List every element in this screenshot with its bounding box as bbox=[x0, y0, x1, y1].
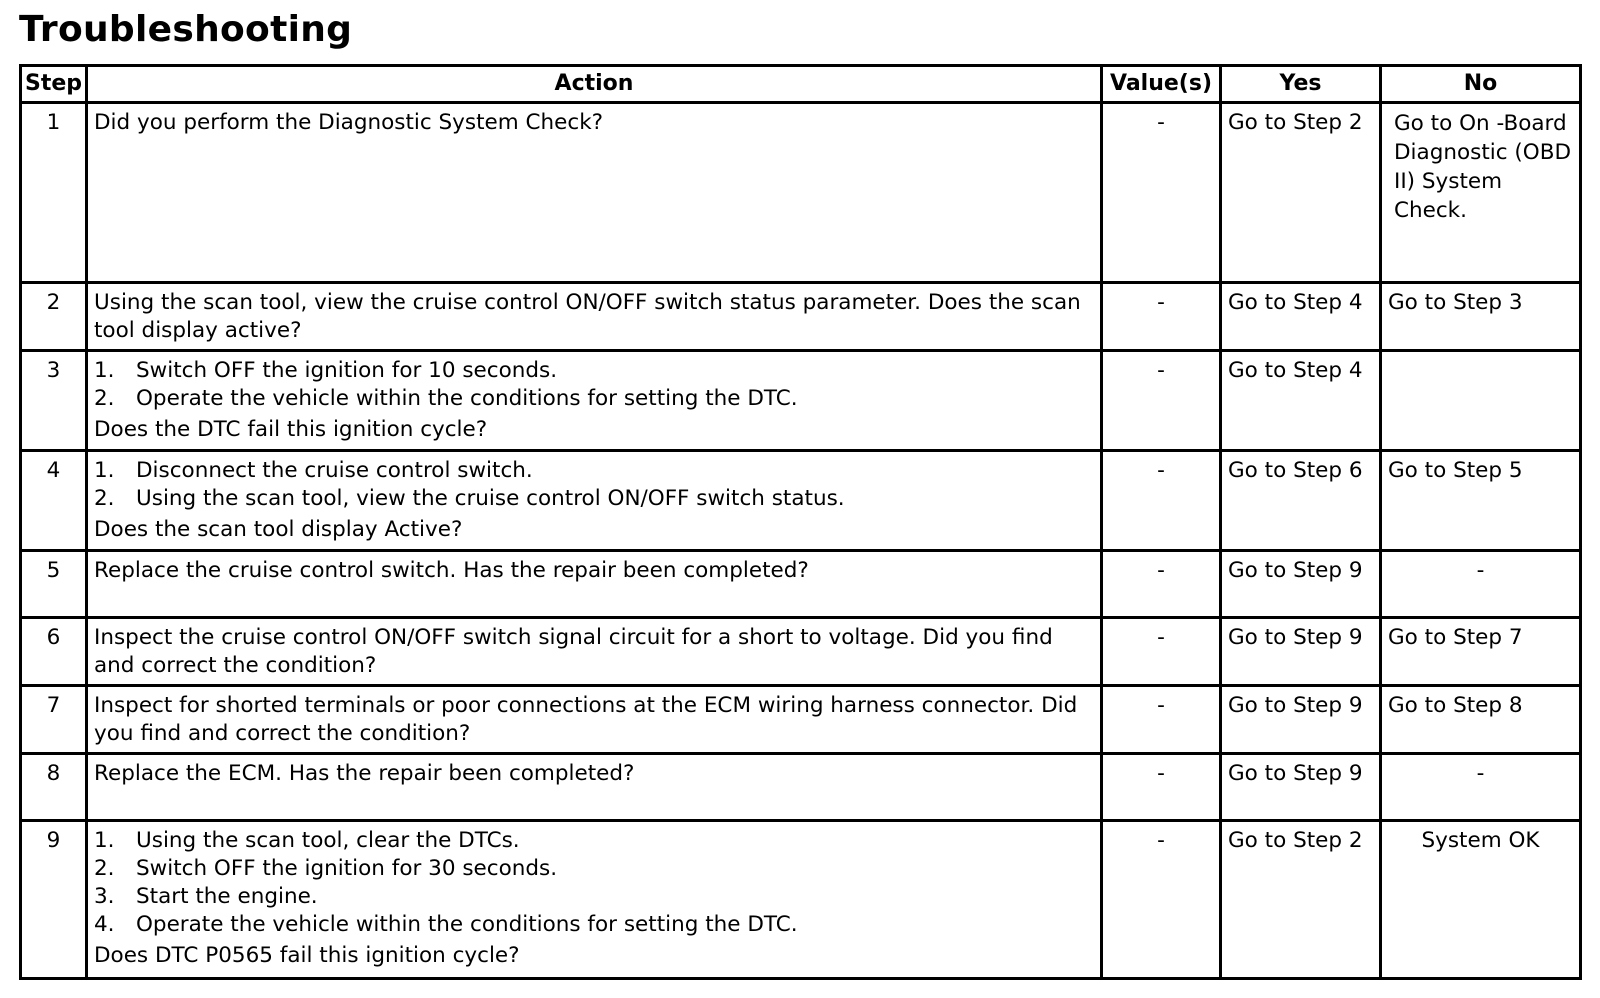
value-cell: - bbox=[1102, 283, 1221, 351]
action-question: Did you find and correct the condition? bbox=[94, 625, 1053, 678]
action-cell bbox=[87, 451, 1102, 551]
action-step: 1. Using the scan tool, clear the DTCs. bbox=[94, 828, 520, 853]
step-number: 4 bbox=[21, 451, 87, 551]
table-row bbox=[21, 451, 1581, 551]
action-step: 1. Disconnect the cruise control switch. bbox=[94, 458, 533, 483]
action-cell bbox=[87, 283, 1102, 351]
value-cell: - bbox=[1102, 821, 1221, 979]
action-line: Did you perform the Diagnostic System Check? bbox=[94, 110, 604, 135]
step-number: 1 bbox=[21, 103, 87, 283]
no-cell: Go to Step 7 bbox=[1381, 618, 1581, 686]
value-cell: - bbox=[1102, 618, 1221, 686]
yes-cell: Go to Step 2 bbox=[1221, 821, 1381, 979]
action-step: 2. Using the scan tool, view the cruise control ON/OFF switch status. bbox=[94, 486, 845, 511]
action-steps bbox=[94, 827, 1094, 939]
value-cell: - bbox=[1102, 103, 1221, 283]
step-number: 9 bbox=[21, 821, 87, 979]
action-line: Inspect for shorted terminals or poor connections at the ECM wiring harness connector. bbox=[94, 693, 1035, 718]
action-cell bbox=[87, 351, 1102, 451]
no-cell: System OK bbox=[1381, 821, 1581, 979]
no-cell bbox=[1381, 351, 1581, 451]
no-cell: Go to Step 3 bbox=[1381, 283, 1581, 351]
table-row bbox=[21, 551, 1581, 618]
value-cell: - bbox=[1102, 351, 1221, 451]
action-line: Inspect the cruise control ON/OFF switch signal circuit for a short to voltage. bbox=[94, 625, 916, 650]
no-cell bbox=[1381, 103, 1581, 283]
action-question: Does the scan tool display Active? bbox=[94, 517, 463, 542]
action-cell bbox=[87, 103, 1102, 283]
step-number: 8 bbox=[21, 754, 87, 821]
action-cell bbox=[87, 821, 1102, 979]
header-row bbox=[21, 66, 1581, 103]
table-row bbox=[21, 103, 1581, 283]
no-cell: Go to Step 8 bbox=[1381, 686, 1581, 754]
header-step: Step bbox=[21, 66, 87, 103]
step-number: 2 bbox=[21, 283, 87, 351]
table-row bbox=[21, 283, 1581, 351]
value-cell: - bbox=[1102, 754, 1221, 821]
action-step: 4. Operate the vehicle within the conditions for setting the DTC. bbox=[94, 912, 798, 937]
header-values: Value(s) bbox=[1102, 66, 1221, 103]
yes-cell: Go to Step 9 bbox=[1221, 618, 1381, 686]
value-cell: - bbox=[1102, 451, 1221, 551]
yes-cell: Go to Step 9 bbox=[1221, 551, 1381, 618]
action-question: Has the repair been completed? bbox=[463, 558, 809, 583]
step-number: 6 bbox=[21, 618, 87, 686]
no-cell: Go to Step 5 bbox=[1381, 451, 1581, 551]
action-line: Replace the cruise control switch. bbox=[94, 558, 457, 583]
action-cell bbox=[87, 754, 1102, 821]
value-cell: - bbox=[1102, 686, 1221, 754]
yes-cell: Go to Step 4 bbox=[1221, 283, 1381, 351]
action-line: Replace the ECM. bbox=[94, 761, 282, 786]
action-cell bbox=[87, 686, 1102, 754]
action-steps bbox=[94, 357, 1094, 413]
table-row bbox=[21, 821, 1581, 979]
action-question: Does the scan tool display active? bbox=[94, 290, 1081, 343]
yes-cell: Go to Step 2 bbox=[1221, 103, 1381, 283]
header-no: No bbox=[1381, 66, 1581, 103]
action-line: Using the scan tool, view the cruise control ON/OFF switch status parameter. bbox=[94, 290, 921, 315]
action-cell bbox=[87, 551, 1102, 618]
yes-cell: Go to Step 4 bbox=[1221, 351, 1381, 451]
yes-cell: Go to Step 9 bbox=[1221, 754, 1381, 821]
value-cell: - bbox=[1102, 551, 1221, 618]
header-yes: Yes bbox=[1221, 66, 1381, 103]
table-row bbox=[21, 686, 1581, 754]
table-row bbox=[21, 351, 1581, 451]
action-question: Has the repair been completed? bbox=[288, 761, 635, 786]
table-row bbox=[21, 754, 1581, 821]
page-title: Troubleshooting bbox=[19, 9, 353, 50]
action-step: 1. Switch OFF the ignition for 10 seconds. bbox=[94, 358, 558, 383]
step-number: 7 bbox=[21, 686, 87, 754]
troubleshooting-table bbox=[19, 64, 1582, 980]
yes-cell: Go to Step 9 bbox=[1221, 686, 1381, 754]
no-text: Go to On -Board Diagnostic (OBD II) System Check. bbox=[1394, 111, 1572, 223]
header-action: Action bbox=[87, 66, 1102, 103]
action-question: Did you find and correct the condition? bbox=[94, 693, 1078, 746]
step-number: 3 bbox=[21, 351, 87, 451]
action-step: 2. Operate the vehicle within the conditions for setting the DTC. bbox=[94, 386, 798, 411]
action-steps bbox=[94, 457, 1094, 513]
action-cell bbox=[87, 618, 1102, 686]
action-question: Does DTC P0565 fail this ignition cycle? bbox=[94, 943, 520, 968]
no-cell: - bbox=[1381, 551, 1581, 618]
step-number: 5 bbox=[21, 551, 87, 618]
action-step: 3. Start the engine. bbox=[94, 884, 318, 909]
action-question: Does the DTC fail this ignition cycle? bbox=[94, 417, 488, 442]
table-row bbox=[21, 618, 1581, 686]
yes-cell: Go to Step 6 bbox=[1221, 451, 1381, 551]
no-cell: - bbox=[1381, 754, 1581, 821]
action-step: 2. Switch OFF the ignition for 30 seconds. bbox=[94, 856, 558, 881]
